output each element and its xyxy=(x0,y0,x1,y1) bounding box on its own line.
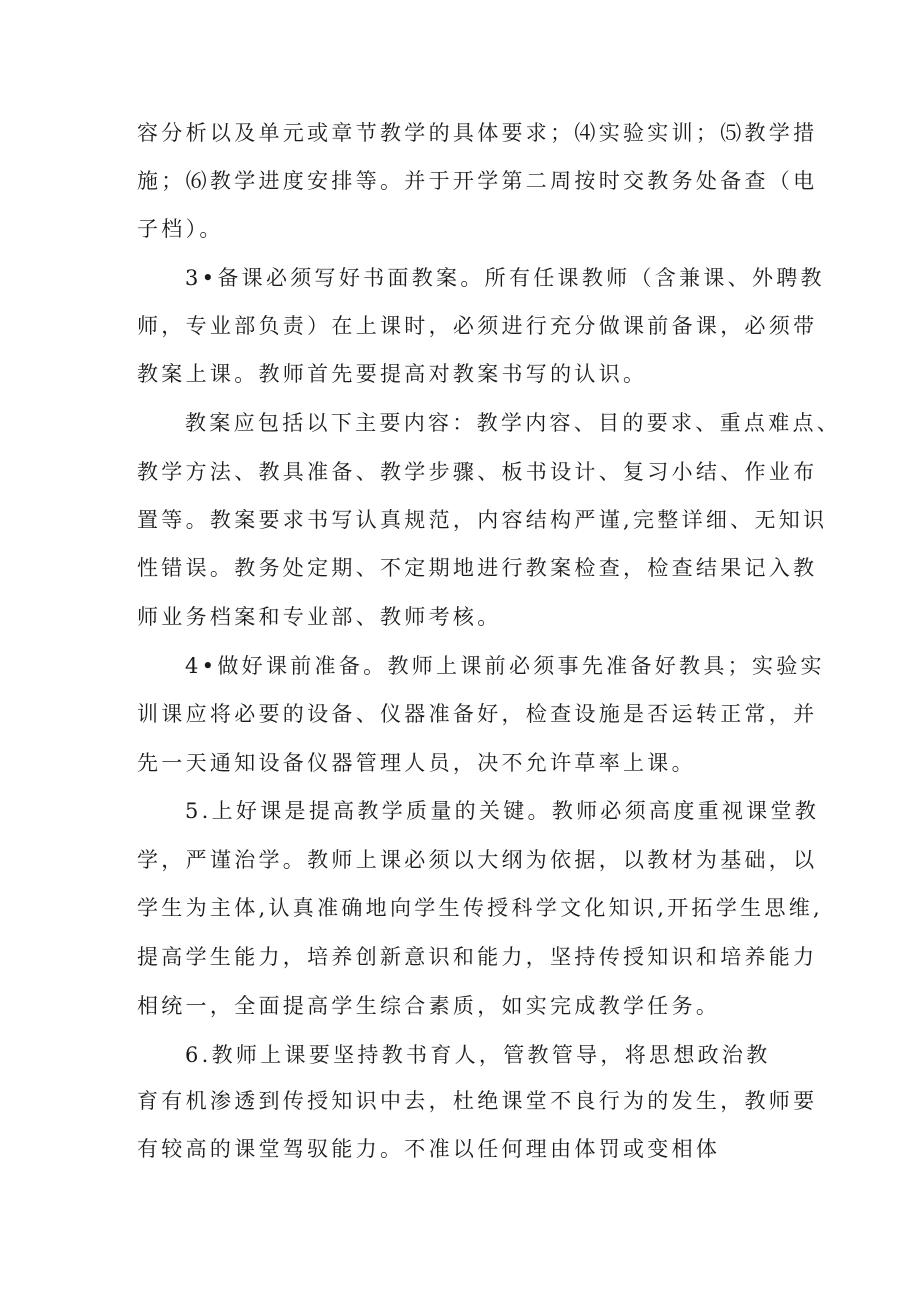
text-line: 性错误。教务处定期、不定期地进行教案检查，检查结果记入教 xyxy=(137,556,818,580)
text-line: 有较高的课堂驾驭能力。不准以任何理由体罚或变相体 xyxy=(137,1137,721,1161)
text-line: 置等。教案要求书写认真规范，内容结构严谨,完整详细、无知识 xyxy=(137,508,828,532)
text-line: 训课应将必要的设备、仪器准备好，检查设施是否运转正常，并 xyxy=(137,702,818,726)
text-line: 提高学生能力，培养创新意识和能力，坚持传授知识和培养能力 xyxy=(137,945,818,969)
text-line: 教学方法、教具准备、教学步骤、板书设计、复习小结、作业布 xyxy=(137,460,818,484)
paragraph-lesson-plan-start: 教案应包括以下主要内容：教学内容、目的要求、重点难点、 xyxy=(185,411,842,435)
text-line: 相统一，全面提高学生综合素质，如实完成教学任务。 xyxy=(137,994,721,1018)
text-line: 教案上课。教师首先要提高对教案书写的认识。 xyxy=(137,362,648,386)
text-line: 学生为主体,认真准确地向学生传授科学文化知识,开拓学生思维, xyxy=(137,896,824,920)
text-line: 子档）。 xyxy=(137,217,224,241)
text-line: 师业务档案和专业部、教师考核。 xyxy=(137,605,502,629)
paragraph-6-start: 6.教师上课要坚持教书育人，管教管导，将思想政治教 xyxy=(185,1043,771,1067)
paragraph-3-start: 3•备课必须写好书面教案。所有任课教师（含兼课、外聘教 xyxy=(185,266,825,290)
text-line: 育有机渗透到传授知识中去，杜绝课堂不良行为的发生，教师要 xyxy=(137,1089,818,1113)
text-line: 先一天通知设备仪器管理人员，决不允许草率上课。 xyxy=(137,751,696,775)
text-line: 容分析以及单元或章节教学的具体要求；⑷实验实训；⑸教学措 xyxy=(137,121,818,145)
paragraph-4-start: 4•做好课前准备。教师上课前必须事先准备好教具；实验实 xyxy=(185,654,825,678)
text-line: 师，专业部负责）在上课时，必须进行充分做课前备课，必须带 xyxy=(137,314,818,338)
text-line: 学，严谨治学。教师上课必须以大纲为依据，以教材为基础，以 xyxy=(137,848,818,872)
paragraph-5-start: 5.上好课是提高教学质量的关键。教师必须高度重视课堂教 xyxy=(185,799,820,823)
text-line: 施；⑹教学进度安排等。并于开学第二周按时交教务处备查（电 xyxy=(137,169,818,193)
